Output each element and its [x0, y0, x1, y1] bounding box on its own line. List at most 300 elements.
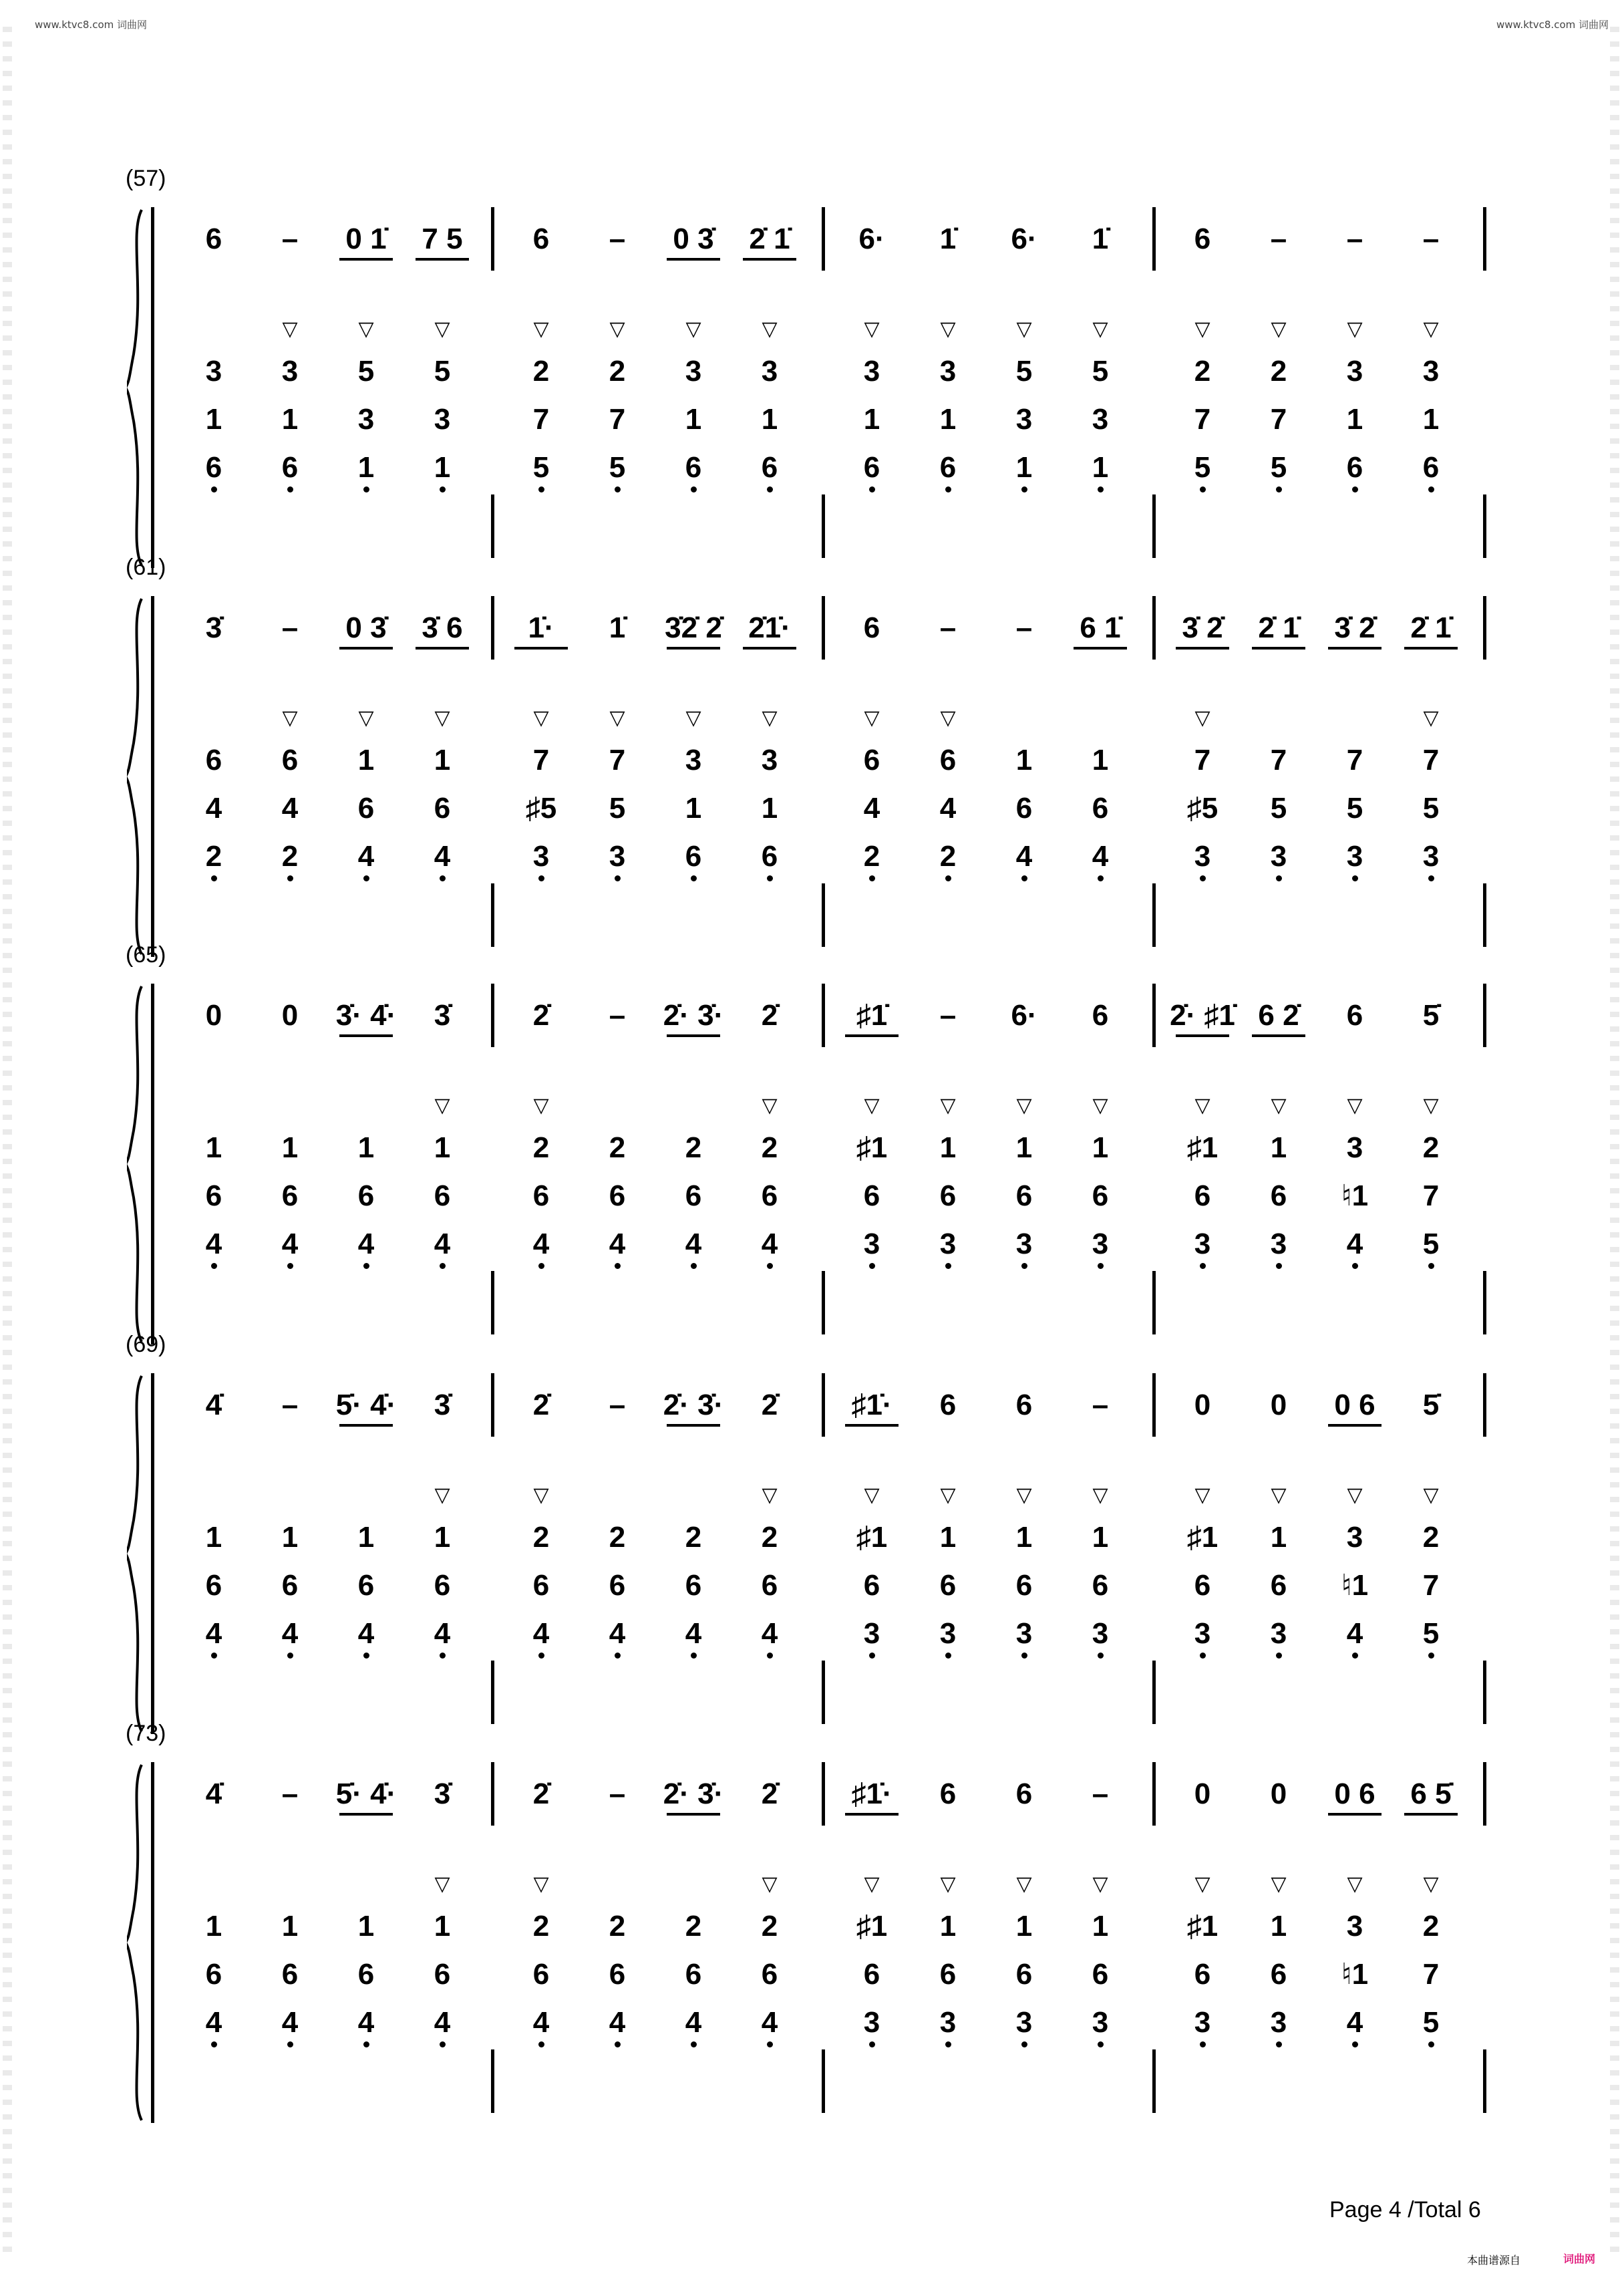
score-system: [126, 1721, 1503, 2123]
bass-note: 1: [1015, 1910, 1033, 1943]
treble-note: 6: [939, 1777, 957, 1810]
treble-note: 3̇: [434, 1777, 451, 1810]
bass-note: 6: [1092, 792, 1109, 825]
barline: [1152, 494, 1156, 558]
octave-dot: [691, 486, 697, 492]
bass-note: 4: [205, 2006, 222, 2039]
octave-dot: [1352, 875, 1358, 881]
bass-note: 3: [532, 840, 550, 873]
bass-note: ♯5: [525, 792, 557, 825]
bass-note: 6: [685, 1958, 702, 1991]
accent-triangle: ▽: [434, 318, 450, 340]
bass-note: 3: [863, 1617, 880, 1650]
bass-note: 4: [434, 1617, 451, 1650]
barline: [1152, 883, 1156, 947]
accent-triangle: ▽: [533, 1873, 549, 1895]
bass-note: 2: [1194, 355, 1211, 388]
barline: [1483, 596, 1486, 660]
octave-dot: [1276, 875, 1282, 881]
octave-dot: [1098, 875, 1104, 881]
octave-dot: [440, 2041, 446, 2047]
accent-triangle: ▽: [358, 707, 374, 729]
measure-number: (61): [126, 555, 166, 580]
treble-note: 3̇: [434, 999, 451, 1032]
treble-note: 4̇: [205, 1389, 222, 1421]
octave-dot: [691, 2041, 697, 2047]
octave-dot: [1021, 875, 1027, 881]
bass-note: 3: [1015, 403, 1033, 436]
bass-note: 3: [863, 2006, 880, 2039]
barline: [1483, 494, 1486, 558]
accent-triangle: ▽: [282, 318, 298, 340]
bass-note: 5: [609, 792, 626, 825]
bass-note: 4: [281, 2006, 299, 2039]
bass-note: 3: [685, 355, 702, 388]
treble-note: 2̇· ♯1̇: [1170, 999, 1235, 1032]
treble-note: –: [1015, 611, 1033, 644]
system-left-line: [151, 1373, 154, 1734]
barline: [491, 1373, 494, 1437]
bass-note: 7: [1194, 744, 1211, 776]
bass-note: 2: [1422, 1910, 1440, 1943]
accent-triangle: ▽: [762, 1873, 778, 1895]
bass-note: 2: [609, 1131, 626, 1164]
treble-note: 1̇: [1092, 223, 1109, 255]
treble-note: 6: [1015, 1777, 1033, 1810]
treble-note: 6: [1346, 999, 1363, 1032]
beam-line: [1176, 1034, 1229, 1037]
bass-note: 4: [1346, 1228, 1363, 1260]
treble-note: 6 1̇: [1080, 611, 1121, 644]
octave-dot: [1276, 1653, 1282, 1659]
bass-note: 3: [761, 744, 778, 776]
bass-note: 6: [532, 1569, 550, 1602]
barline: [491, 494, 494, 558]
bass-note: ♮1: [1341, 1179, 1369, 1212]
treble-note: –: [609, 999, 626, 1032]
bass-note: 1: [205, 1910, 222, 1943]
bass-note: 3: [1015, 2006, 1033, 2039]
barline: [1152, 596, 1156, 660]
bass-note: 6: [205, 1179, 222, 1212]
beam-line: [667, 647, 720, 650]
octave-dot: [691, 1263, 697, 1269]
left-watermark-strip: [3, 27, 12, 2259]
bass-note: 6: [685, 1569, 702, 1602]
bass-note: 6: [761, 1958, 778, 1991]
grand-staff-brace: [127, 596, 167, 957]
accent-triangle: ▽: [1194, 707, 1210, 729]
treble-note: –: [939, 611, 957, 644]
bass-note: 4: [1092, 840, 1109, 873]
bass-note: 7: [609, 744, 626, 776]
bass-note: 3: [1092, 1228, 1109, 1260]
bass-note: 6: [281, 1569, 299, 1602]
octave-dot: [691, 1653, 697, 1659]
bass-note: 3: [1270, 840, 1287, 873]
bass-note: 6: [939, 451, 957, 484]
octave-dot: [767, 2041, 773, 2047]
bass-note: 7: [532, 403, 550, 436]
octave-dot: [363, 1263, 369, 1269]
bass-note: 1: [281, 1521, 299, 1554]
bass-note: 4: [761, 2006, 778, 2039]
accent-triangle: ▽: [940, 318, 956, 340]
bass-note: 7: [1422, 1569, 1440, 1602]
bass-note: 6: [609, 1179, 626, 1212]
treble-note: 3̇· 4̇·: [335, 999, 397, 1032]
bass-note: 1: [1270, 1521, 1287, 1554]
octave-dot: [1021, 2041, 1027, 2047]
barline: [1483, 2049, 1486, 2113]
bass-note: 3: [1194, 1617, 1211, 1650]
beam-line: [514, 647, 568, 650]
beam-line: [667, 1813, 720, 1816]
bass-note: 5: [1270, 451, 1287, 484]
octave-dot: [363, 875, 369, 881]
treble-note: –: [609, 223, 626, 255]
bass-note: 1: [1015, 1131, 1033, 1164]
bass-note: 6: [1194, 1958, 1211, 1991]
treble-note: –: [1270, 223, 1287, 255]
accent-triangle: ▽: [1092, 318, 1108, 340]
bass-note: 1: [434, 1910, 451, 1943]
bass-note: 5: [434, 355, 451, 388]
bass-note: 6: [761, 1179, 778, 1212]
barline: [822, 596, 825, 660]
bass-note: 3: [1092, 2006, 1109, 2039]
bass-note: 2: [863, 840, 880, 873]
bass-note: 1: [357, 1910, 375, 1943]
barline: [1483, 1373, 1486, 1437]
treble-note: 4̇: [205, 1777, 222, 1810]
bass-note: 1: [939, 1521, 957, 1554]
bass-note: 5: [1422, 2006, 1440, 2039]
bass-note: 4: [532, 1617, 550, 1650]
bass-note: 6: [281, 1958, 299, 1991]
treble-note: –: [281, 1389, 299, 1421]
bass-note: 7: [1422, 1958, 1440, 1991]
bass-note: 4: [281, 1617, 299, 1650]
bass-note: 1: [761, 403, 778, 436]
bass-note: 6: [1422, 451, 1440, 484]
bass-note: 1: [357, 1521, 375, 1554]
bass-note: 5: [1194, 451, 1211, 484]
treble-note: 0: [281, 999, 299, 1032]
octave-dot: [440, 486, 446, 492]
bass-note: 6: [205, 1958, 222, 1991]
bass-note: 3: [1346, 1521, 1363, 1554]
beam-line: [1252, 647, 1305, 650]
bass-note: 1: [1422, 403, 1440, 436]
bass-note: 7: [1270, 403, 1287, 436]
bass-note: 3: [1194, 840, 1211, 873]
bass-note: 1: [1092, 451, 1109, 484]
bass-note: 5: [1422, 1617, 1440, 1650]
bass-note: 1: [1015, 451, 1033, 484]
octave-dot: [615, 486, 621, 492]
score-system: [126, 166, 1503, 568]
barline: [822, 1762, 825, 1826]
bass-note: 4: [532, 1228, 550, 1260]
octave-dot: [287, 486, 293, 492]
octave-dot: [440, 1263, 446, 1269]
treble-note: 6·: [858, 223, 885, 255]
bass-note: 6: [1015, 792, 1033, 825]
bass-note: 2: [1270, 355, 1287, 388]
treble-note: 3̇: [434, 1389, 451, 1421]
octave-dot: [538, 2041, 544, 2047]
bass-note: 4: [434, 1228, 451, 1260]
barline: [822, 207, 825, 271]
accent-triangle: ▽: [609, 318, 625, 340]
bass-note: 4: [357, 1617, 375, 1650]
bass-note: 6: [863, 451, 880, 484]
bass-note: 6: [1346, 451, 1363, 484]
bass-note: 4: [357, 1228, 375, 1260]
treble-note: 2̇ 1̇: [749, 223, 790, 255]
octave-dot: [1276, 1263, 1282, 1269]
accent-triangle: ▽: [685, 707, 701, 729]
treble-note: 0 6: [1334, 1777, 1375, 1810]
beam-line: [845, 1424, 899, 1427]
accent-triangle: ▽: [1016, 1873, 1032, 1895]
octave-dot: [767, 1263, 773, 1269]
treble-note: 6·: [1011, 999, 1037, 1032]
treble-note: –: [1092, 1777, 1109, 1810]
beam-line: [1328, 1813, 1382, 1816]
bass-note: 5: [1422, 1228, 1440, 1260]
bass-note: 6: [357, 1179, 375, 1212]
treble-note: 6: [1015, 1389, 1033, 1421]
beam-line: [743, 258, 796, 261]
bass-note: 2: [1422, 1521, 1440, 1554]
bass-note: 1: [863, 403, 880, 436]
accent-triangle: ▽: [533, 1484, 549, 1506]
beam-line: [339, 1034, 393, 1037]
bass-note: 7: [1270, 744, 1287, 776]
bass-note: 4: [281, 1228, 299, 1260]
accent-triangle: ▽: [1194, 318, 1210, 340]
bass-note: 6: [434, 1179, 451, 1212]
barline: [491, 883, 494, 947]
system-left-line: [151, 596, 154, 957]
beam-line: [1176, 647, 1229, 650]
bass-note: 6: [939, 1569, 957, 1602]
octave-dot: [767, 486, 773, 492]
bass-note: 2: [532, 355, 550, 388]
grand-staff-brace: [127, 1762, 167, 2123]
octave-dot: [615, 875, 621, 881]
bass-note: 6: [609, 1569, 626, 1602]
bass-note: 6: [863, 1179, 880, 1212]
bass-note: 4: [434, 840, 451, 873]
beam-line: [339, 1813, 393, 1816]
bass-note: 5: [1092, 355, 1109, 388]
accent-triangle: ▽: [864, 707, 880, 729]
octave-dot: [1098, 486, 1104, 492]
system-left-line: [151, 207, 154, 568]
bass-note: 2: [761, 1131, 778, 1164]
octave-dot: [1428, 2041, 1434, 2047]
accent-triangle: ▽: [1271, 318, 1287, 340]
accent-triangle: ▽: [762, 707, 778, 729]
accent-triangle: ▽: [1271, 1095, 1287, 1117]
bass-note: 5: [1015, 355, 1033, 388]
accent-triangle: ▽: [434, 1095, 450, 1117]
bass-note: 5: [357, 355, 375, 388]
measure-number: (73): [126, 1721, 166, 1746]
octave-dot: [538, 1263, 544, 1269]
bass-note: 6: [281, 744, 299, 776]
accent-triangle: ▽: [1092, 1095, 1108, 1117]
bass-note: 1: [761, 792, 778, 825]
accent-triangle: ▽: [864, 1873, 880, 1895]
accent-triangle: ▽: [762, 318, 778, 340]
bass-note: 1: [434, 1521, 451, 1554]
accent-triangle: ▽: [1423, 318, 1439, 340]
bass-note: 1: [1270, 1910, 1287, 1943]
bass-note: 3: [1092, 403, 1109, 436]
accent-triangle: ▽: [1271, 1484, 1287, 1506]
barline: [1152, 984, 1156, 1047]
bass-note: ♯1: [856, 1521, 888, 1554]
barline: [1483, 1762, 1486, 1826]
barline: [822, 1373, 825, 1437]
octave-dot: [945, 486, 951, 492]
barline: [822, 494, 825, 558]
bass-note: 3: [357, 403, 375, 436]
bass-note: 1: [357, 1131, 375, 1164]
bass-note: 5: [609, 451, 626, 484]
treble-note: 6: [863, 611, 880, 644]
octave-dot: [363, 2041, 369, 2047]
bass-note: 6: [1194, 1179, 1211, 1212]
score-system: [126, 1332, 1503, 1734]
treble-note: 2̇: [761, 999, 778, 1032]
octave-dot: [615, 1263, 621, 1269]
bass-note: 3: [1270, 1228, 1287, 1260]
bass-note: 6: [1270, 1569, 1287, 1602]
octave-dot: [1200, 486, 1206, 492]
barline: [1152, 207, 1156, 271]
bass-note: 6: [863, 1958, 880, 1991]
bass-note: 1: [434, 744, 451, 776]
page-indicator: Page 4 /Total 6: [1329, 2197, 1481, 2223]
bass-note: 6: [1194, 1569, 1211, 1602]
treble-note: 2̇: [532, 1777, 550, 1810]
accent-triangle: ▽: [609, 707, 625, 729]
octave-dot: [538, 1653, 544, 1659]
bass-note: 6: [761, 840, 778, 873]
treble-note: –: [939, 999, 957, 1032]
barline: [491, 1762, 494, 1826]
bass-note: 6: [863, 744, 880, 776]
bass-note: 7: [1422, 1179, 1440, 1212]
bass-note: 1: [1346, 403, 1363, 436]
octave-dot: [767, 875, 773, 881]
barline: [1152, 1661, 1156, 1724]
bass-note: 3: [685, 744, 702, 776]
octave-dot: [869, 486, 875, 492]
bass-note: 6: [205, 744, 222, 776]
beam-line: [416, 647, 469, 650]
bass-note: 6: [532, 1179, 550, 1212]
treble-note: ♯1̇·: [851, 1389, 892, 1421]
bass-note: 3: [609, 840, 626, 873]
bass-note: 6: [685, 1179, 702, 1212]
accent-triangle: ▽: [1194, 1484, 1210, 1506]
bass-note: 2: [685, 1521, 702, 1554]
bass-note: 1: [939, 403, 957, 436]
bass-note: 7: [1346, 744, 1363, 776]
accent-triangle: ▽: [434, 707, 450, 729]
bass-note: 1: [205, 403, 222, 436]
bass-note: ♯1: [1186, 1131, 1219, 1164]
bass-note: 6: [1015, 1569, 1033, 1602]
bass-note: 4: [1346, 1617, 1363, 1650]
accent-triangle: ▽: [1271, 1873, 1287, 1895]
octave-dot: [287, 1653, 293, 1659]
octave-dot: [945, 1653, 951, 1659]
bass-note: 1: [434, 451, 451, 484]
bass-note: 4: [1346, 2006, 1363, 2039]
bass-note: 7: [1194, 403, 1211, 436]
bass-note: 4: [205, 792, 222, 825]
accent-triangle: ▽: [1194, 1095, 1210, 1117]
octave-dot: [1021, 1653, 1027, 1659]
bass-note: 6: [281, 451, 299, 484]
bass-note: 3: [1346, 355, 1363, 388]
octave-dot: [440, 875, 446, 881]
bass-note: 6: [939, 1179, 957, 1212]
bass-note: ♯1: [856, 1131, 888, 1164]
octave-dot: [1428, 1653, 1434, 1659]
bass-note: 1: [357, 451, 375, 484]
bass-note: 3: [1270, 2006, 1287, 2039]
bass-note: 7: [609, 403, 626, 436]
treble-note: 6·: [1011, 223, 1037, 255]
bass-note: 4: [685, 1617, 702, 1650]
barline: [1152, 1373, 1156, 1437]
bass-note: 1: [939, 1910, 957, 1943]
accent-triangle: ▽: [762, 1095, 778, 1117]
bass-note: 6: [609, 1958, 626, 1991]
bass-note: 3: [863, 1228, 880, 1260]
bass-note: 3: [939, 2006, 957, 2039]
header-site-left: www.ktvc8.com 词曲网: [35, 19, 148, 31]
bass-note: 6: [357, 1569, 375, 1602]
barline: [1483, 1271, 1486, 1334]
bass-note: 4: [609, 1617, 626, 1650]
treble-note: –: [281, 223, 299, 255]
treble-note: 0 1̇: [345, 223, 387, 255]
octave-dot: [1200, 1263, 1206, 1269]
barline: [822, 2049, 825, 2113]
treble-note: 0: [1270, 1389, 1287, 1421]
system-left-line: [151, 984, 154, 1344]
beam-line: [339, 1424, 393, 1427]
bass-note: 2: [761, 1910, 778, 1943]
beam-line: [667, 1034, 720, 1037]
octave-dot: [211, 486, 217, 492]
bass-note: 4: [685, 1228, 702, 1260]
bass-note: 3: [1346, 840, 1363, 873]
beam-line: [667, 1424, 720, 1427]
bass-note: 3: [1346, 1131, 1363, 1164]
accent-triangle: ▽: [940, 707, 956, 729]
accent-triangle: ▽: [282, 707, 298, 729]
